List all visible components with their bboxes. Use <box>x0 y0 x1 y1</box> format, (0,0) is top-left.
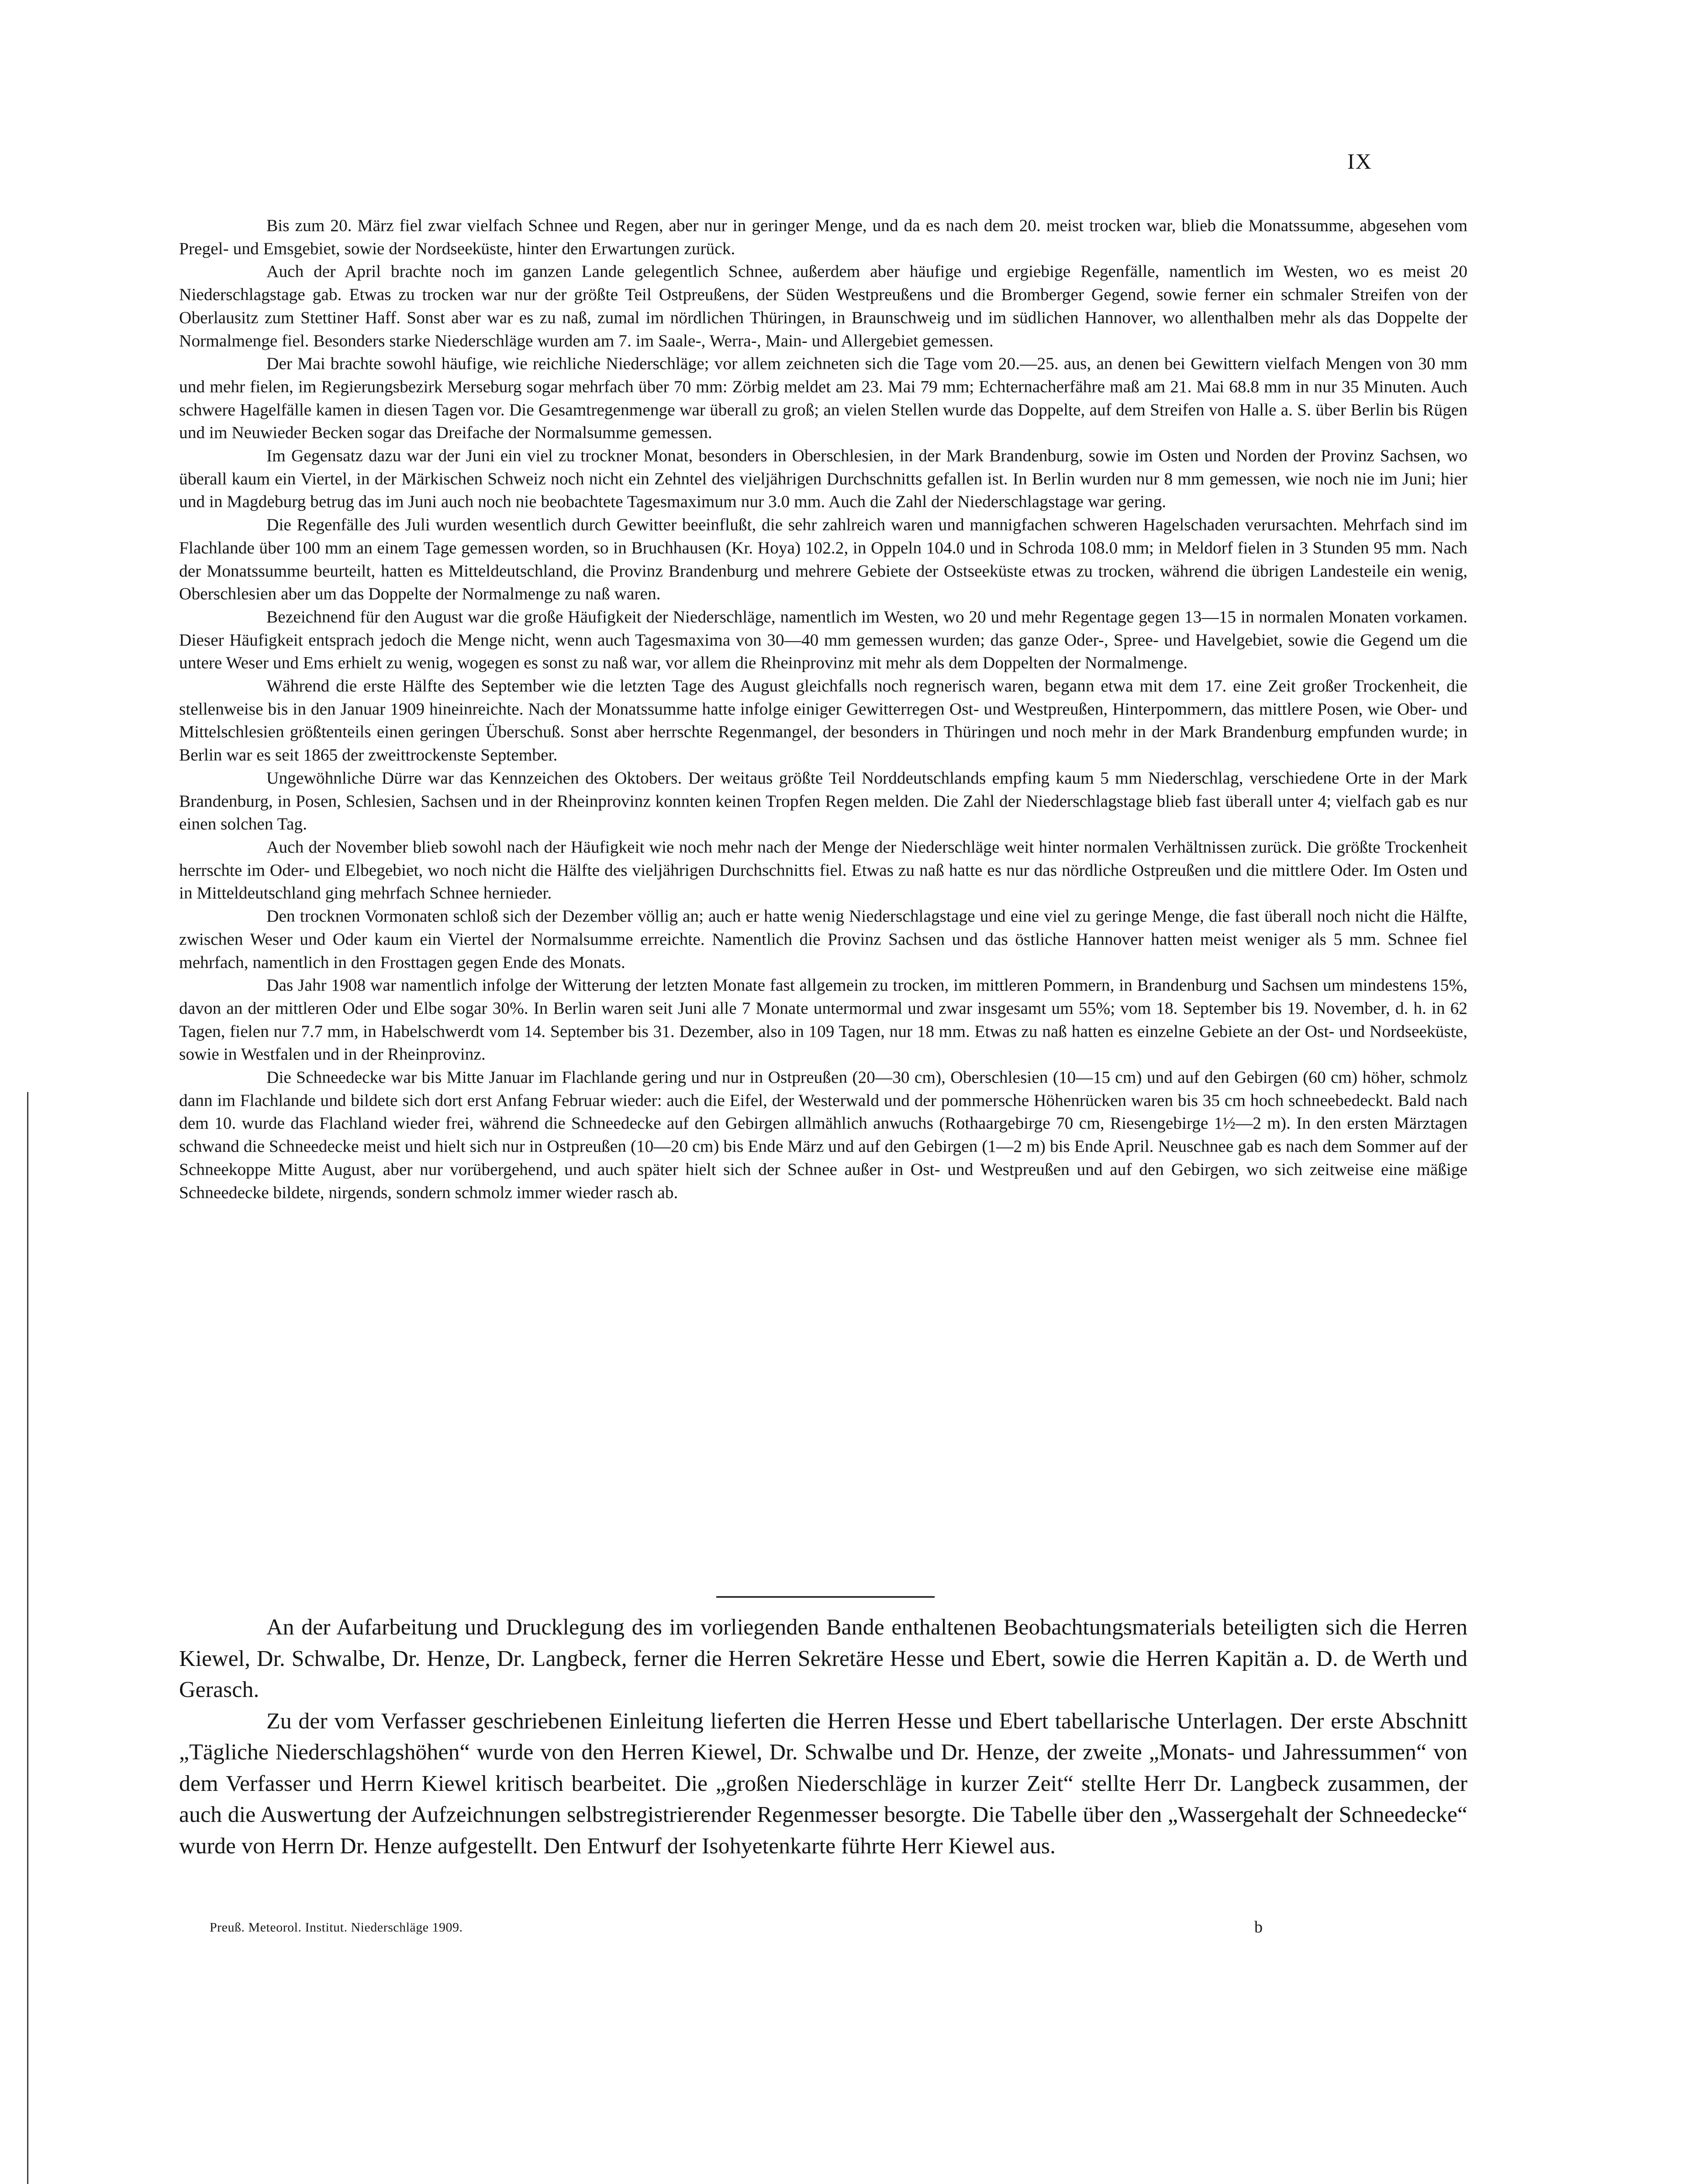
paragraph-contributors: An der Aufarbeitung und Drucklegung des im vorliegenden Bande enthaltenen Beobachtungsmaterials beteiligten sich die Herren Kiewel, Dr. Schwalbe, Dr. Henze, Dr. Langbeck, ferner die Herren Sekretäre Hesse und Ebert, sowie die Herren Kapitän a. D. de Werth und Gerasch. <box>179 1615 1467 1702</box>
paragraph-year-1908: Das Jahr 1908 war namentlich infolge der Witterung der letzten Monate fast allgemein zu trocken, im mittleren Pommern, in Brandenburg und Sachsen um mindestens 15%, davon an der mittleren Oder und Elbe sogar 30%. In Berlin waren seit Juni alle 7 Monate untermormal und zwar insgesamt um 55%; vom 18. September bis 19. November, d. h. in 62 Tagen, fielen nur 7.7 mm, in Habelschwerdt vom 14. September bis 31. Dezember, also in 109 Tagen, nur 18 mm. Etwas zu naß hatten es einzelne Gebiete an der Ost- und Nordseeküste, sowie in Westfalen und in der Rheinprovinz. <box>179 975 1467 1064</box>
paragraph-snow-cover: Die Schneedecke war bis Mitte Januar im Flachlande gering und nur in Ostpreußen (20—30 cm), Oberschlesien (10—15 cm) und auf den Gebirgen (60 cm) höher, schmolz dann im Flachlande und bildete sich dort erst Anfang Februar wieder: auch die Eifel, der Westerwald und der pommersche Höhenrücken waren bis 35 cm hoch schneebedeckt. Bald nach dem 10. wurde das Flachland wieder frei, während die Schneedecke auf den Gebirgen allmählich anwuchs (Rothaargebirge 70 cm, Riesengebirge 1½—2 m). In den ersten Märztagen schwand die Schneedecke meist und hielt sich nur in Ostpreußen (10—20 cm) bis Ende März und auf den Gebirgen (1—2 m) bis Ende April. Neuschnee gab es nach dem Sommer auf der Schneekoppe Mitte August, aber nur vorübergehend, und auch später hielt sich der Schnee außer in Ost- und Westpreußen und auf den Gebirgen, wo sich zeitweise eine mäßige Schneedecke bildete, nirgends, sondern schmolz immer wieder rasch ab. <box>179 1068 1467 1202</box>
paragraph-november: Auch der November blieb sowohl nach der Häufigkeit wie noch mehr nach der Menge der Niederschläge weit hinter normalen Verhältnissen zurück. Die größte Trockenheit herrschte im Oder- und Elbegebiet, wo noch nicht die Hälfte des vieljährigen Durchschnitts fiel. Etwas zu naß hatte es nur das nördliche Ostpreußen und die mittlere Oder. Im Osten und in Mitteldeutschland ging mehrfach Schnee hernieder. <box>179 837 1467 903</box>
page-footer <box>210 1920 1467 1942</box>
paragraph-march: Bis zum 20. März fiel zwar vielfach Schnee und Regen, aber nur in geringer Menge, und da es nach dem 20. meist trocken war, blieb die Monatssumme, abgesehen vom Pregel- und Emsgebiet, sowie der Nordseeküste, hinter den Erwartungen zurück. <box>179 216 1467 258</box>
paragraph-july: Die Regenfälle des Juli wurden wesentlich durch Gewitter beeinflußt, die sehr zahlreich waren und mannigfachen schweren Hagelschaden verursachten. Mehrfach sind im Flachlande über 100 mm an einem Tage gemessen worden, so in Bruchhausen (Kr. Hoya) 102.2, in Oppeln 104.0 und in Schroda 108.0 mm; in Meldorf fielen in 3 Stunden 95 mm. Nach der Monatssumme beurteilt, hatten es Mitteldeutschland, die Provinz Brandenburg und mehrere Gebiete der Ostseeküste etwas zu trocken, während die übrigen Landesteile ein wenig, Oberschlesien aber um das Doppelte der Normalmenge zu naß waren. <box>179 515 1467 604</box>
paragraph-august: Bezeichnend für den August war die große Häufigkeit der Niederschläge, namentlich im Westen, wo 20 und mehr Regentage gegen 13—15 in normalen Monaten vorkamen. Dieser Häufigkeit entsprach jedoch die Menge nicht, wenn auch Tagesmaxima von 30—40 mm gemessen wurden; das ganze Oder-, Spree- und Havelgebiet, sowie die Gegend um die untere Weser und Ems erhielt zu wenig, wogegen es sonst zu naß war, vor allem die Rheinprovinz mit mehr als dem Doppelten der Normalmenge. <box>179 607 1467 673</box>
page-number: IX <box>1347 149 1372 173</box>
binding-edge-line <box>27 1092 28 2184</box>
paragraph-september: Während die erste Hälfte des September wie die letzten Tage des August gleichfalls noch regnerisch waren, begann etwa mit dem 17. eine Zeit großer Trockenheit, die stellenweise bis in den Januar 1909 hineinreichte. Nach der Monatssumme hatte infolge einiger Gewitterregen Ost- und Westpreußen, Hinterpommern, das mittlere Posen, wie Ober- und Mittelschlesien größtenteils einen geringen Überschuß. Sonst aber herrschte Regenmangel, der besonders in Thüringen und noch mehr in der Mark Brandenburg empfunden wurde; in Berlin war es seit 1865 der zweittrockenste September. <box>179 676 1467 765</box>
footer-sheet-mark: b <box>1254 1918 1263 1936</box>
paragraph-sections: Zu der vom Verfasser geschriebenen Einleitung lieferten die Herren Hesse und Ebert tabellarische Unterlagen. Der erste Abschnitt „Tägliche Niederschlagshöhen“ wurde von den Herren Kiewel, Dr. Schwalbe und Dr. Henze, der zweite „Monats- und Jahressummen“ von dem Verfasser und Herrn Kiewel kritisch bearbeitet. Die „großen Niederschläge in kurzer Zeit“ stellte Herr Dr. Langbeck zusammen, der auch die Auswertung der Aufzeichnungen selbstregistrierender Regenmesser besorgte. Die Tabelle über den „Wassergehalt der Schneedecke“ wurde von Herrn Dr. Henze aufgestellt. Den Entwurf der Isohyetenkarte führte Herr Kiewel aus. <box>179 1708 1467 1859</box>
paragraph-may: Der Mai brachte sowohl häufige, wie reichliche Niederschläge; vor allem zeichneten sich die Tage vom 20.—25. aus, an denen bei Gewittern vielfach Mengen von 30 mm und mehr fielen, im Regierungsbezirk Merseburg sogar mehrfach über 70 mm: Zörbig meldet am 23. Mai 79 mm; Echternacherfähre maß am 21. Mai 68.8 mm in nur 35 Minuten. Auch schwere Hagelfälle kamen in diesen Tagen vor. Die Gesamtregenmenge war überall zu groß; an vielen Stellen wurde das Doppelte, auf dem Streifen von Halle a. S. über Berlin bis Rügen und im Neuwieder Becken sogar das Dreifache der Normalsumme gemessen. <box>179 354 1467 442</box>
paragraph-october: Ungewöhnliche Dürre war das Kennzeichen des Oktobers. Der weitaus größte Teil Norddeutschlands empfing kaum 5 mm Niederschlag, verschiedene Orte in der Mark Brandenburg, in Posen, Schlesien, Sachsen und in der Rheinprovinz konnten keinen Tropfen Regen melden. Die Zahl der Niederschlagstage blieb fast überall unter 4; vielfach gab es nur einen solchen Tag. <box>179 768 1467 834</box>
section-divider <box>716 1596 935 1598</box>
paragraph-april: Auch der April brachte noch im ganzen Lande gelegentlich Schnee, außerdem aber häufige und ergiebige Regenfälle, namentlich im Westen, wo es meist 20 Niederschlagstage gab. Etwas zu trocken war nur der größte Teil Ostpreußens, der Süden Westpreußens und die Bromberger Gegend, sowie ferner ein schmaler Streifen von der Oberlausitz zum Stettiner Haff. Sonst aber war es zu naß, zumal im nördlichen Thüringen, in Braunschweig und im südlichen Hannover, wo allenthalben mehr als das Doppelte der Normalmenge fiel. Besonders starke Niederschläge wurden am 7. im Saale-, Werra-, Main- und Allergebiet gemessen. <box>179 262 1467 350</box>
footer-credit: Preuß. Meteorol. Institut. Niederschläge 1909. <box>210 1920 463 1935</box>
acknowledgements-text <box>179 1612 1467 1862</box>
climate-summary-text <box>179 214 1467 1204</box>
paragraph-december: Den trocknen Vormonaten schloß sich der Dezember völlig an; auch er hatte wenig Niederschlagstage und eine viel zu geringe Menge, die fast überall noch nicht die Hälfte, zwischen Weser und Oder kaum ein Viertel der Normalsumme erreichte. Namentlich die Provinz Sachsen und das östliche Hannover hatten meist weniger als 5 mm. Schnee fiel mehrfach, namentlich in den Frosttagen gegen Ende des Monats. <box>179 906 1467 972</box>
paragraph-june: Im Gegensatz dazu war der Juni ein viel zu trockner Monat, besonders in Oberschlesien, in der Mark Brandenburg, sowie im Osten und Norden der Provinz Sachsen, wo überall kaum ein Viertel, in der Märkischen Schweiz noch nicht ein Zehntel des vieljährigen Durchschnitts gefallen ist. In Berlin wurden nur 8 mm gemessen, wie noch nie im Juni; hier und in Magdeburg betrug das im Juni auch noch nie beobachtete Tagesmaximum nur 3.0 mm. Auch die Zahl der Niederschlagstage war gering. <box>179 446 1467 511</box>
